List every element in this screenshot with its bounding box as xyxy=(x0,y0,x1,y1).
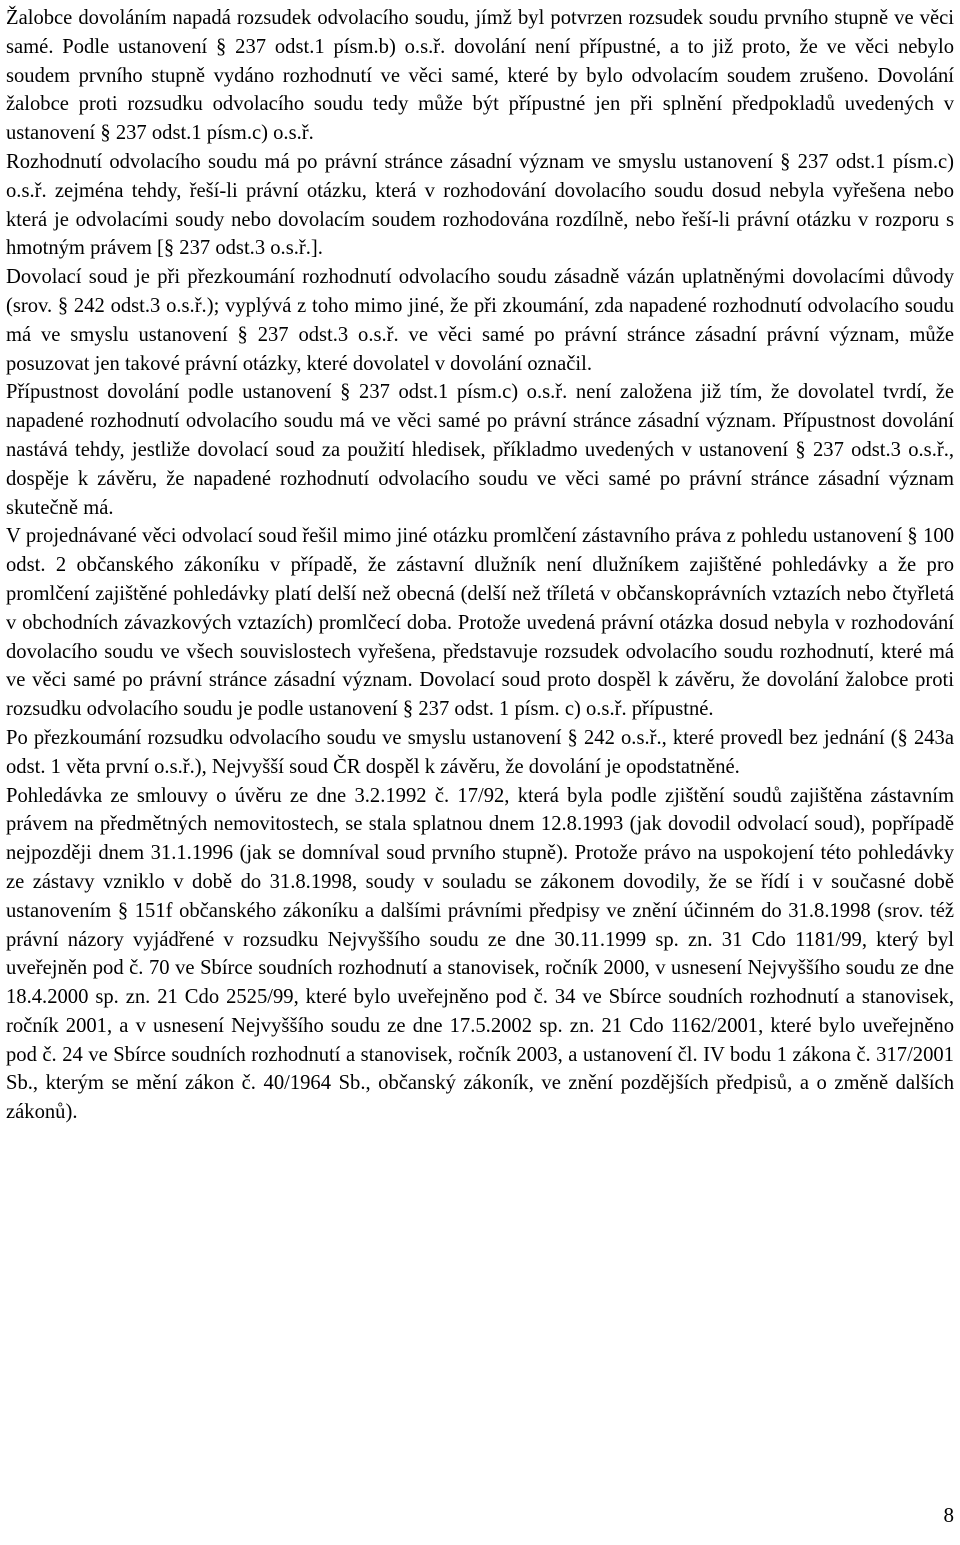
page-number: 8 xyxy=(943,1503,954,1527)
paragraph-fundamental-significance: Rozhodnutí odvolacího soudu má po právní stránce zásadní význam ve smyslu ustanovení § 237 odst.1 písm.c) o.s.ř. zejména tehdy, řeší-li právní otázku, která v rozhodování dovolacího soudu dosud nebyla vyřešena nebo která je odvolacími soudy nebo dovolacím soudem rozhodována rozdílně, nebo řeší-li právní otázku v rozporu s hmotným právem [§ 237 odst.3 o.s.ř.]. xyxy=(6,150,954,260)
paragraph-admissibility-conditions: Přípustnost dovolání podle ustanovení § 237 odst.1 písm.c) o.s.ř. není založena již tím, že dovolatel tvrdí, že napadené rozhodnutí odvolacího soudu má ve věci samé po právní stránce zásadní význam. Přípustnost dovolání nastává tehdy, jestliže dovolací soud za použití hledisek, příkladmo uvedených v ustanovení § 237 odst.3 o.s.ř., dospěje k závěru, že napadené rozhodnutí odvolacího soudu ve věci samé po právní stránce zásadní význam skutečně má. xyxy=(6,381,954,519)
paragraph-limitation-question: V projednávané věci odvolací soud řešil mimo jiné otázku promlčení zástavního práva z pohledu ustanovení § 100 odst. 2 občanského zákoníku v případě, že zástavní dlužník není dlužníkem zajištěné pohledávky a že pro promlčení zajištěné pohledávky platí delší než obecná (delší než tříletá v občanskoprávních vztazích nebo čtyřletá v obchodních závazkových vztazích) promlčecí doba. Protože uvedená právní otázka dosud nebyla v rozhodování dovolacího soudu ve všech souvislostech vyřešena, představuje rozsudek odvolacího soudu rozhodnutí, které má ve věci samé po právní stránce zásadní význam. Dovolací soud proto dospěl k závěru, že dovolání žalobce proti rozsudku odvolacího soudu je podle ustanovení § 237 odst. 1 písm. c) o.s.ř. přípustné. xyxy=(6,525,954,721)
document-body xyxy=(6,4,954,1127)
paragraph-review-conclusion: Po přezkoumání rozsudku odvolacího soudu ve smyslu ustanovení § 242 o.s.ř., které provedl bez jednání (§ 243a odst. 1 věta první o.s.ř.), Nejvyšší soud ČR dospěl k závěru, že dovolání je opodstatněné. xyxy=(6,726,954,778)
paragraph-review-scope: Dovolací soud je při přezkoumání rozhodnutí odvolacího soudu zásadně vázán uplatněnými dovolacími důvody (srov. § 242 odst.3 o.s.ř.); vyplývá z toho mimo jiné, že při zkoumání, zda napadené rozhodnutí odvolacího soudu má ve smyslu ustanovení § 237 odst.3 o.s.ř. ve věci samé po právní stránce zásadní právní význam, může posuzovat jen takové právní otázky, které dovolatel v dovolání označil. xyxy=(6,266,954,375)
paragraph-appeal-admissibility: Žalobce dovoláním napadá rozsudek odvolacího soudu, jímž byl potvrzen rozsudek soudu prvního stupně ve věci samé. Podle ustanovení § 237 odst.1 písm.b) o.s.ř. dovolání není přípustné, a to již proto, že ve věci nebylo soudem prvního stupně vydáno rozhodnutí ve věci samé, které by bylo odvolacím soudem zrušeno. Dovolání žalobce proti rozsudku odvolacího soudu tedy může být přípustné jen při splnění předpokladů uvedených v ustanovení § 237 odst.1 písm.c) o.s.ř. xyxy=(6,7,954,145)
paragraph-loan-claim: Pohledávka ze smlouvy o úvěru ze dne 3.2.1992 č. 17/92, která byla podle zjištění soudů zajištěna zástavním právem na předmětných nemovitostech, se stala splatnou dnem 12.8.1993 (jak dovodil odvolací soud), popřípadě nejpozději dnem 31.1.1996 (jak se domníval soud prvního stupně). Protože právo na uspokojení této pohledávky ze zástavy vzniklo v době do 31.8.1998, soudy v souladu se zákonem dovodily, že se řídí i v současné době ustanovením § 151f občanského zákoníku a dalšími právními předpisy ve znění účinném do 31.8.1998 (srov. též právní názory vyjádřené v rozsudku Nejvyššího soudu ze dne 30.11.1999 sp. zn. 31 Cdo 1181/99, který byl uveřejněn pod č. 70 ve Sbírce soudních rozhodnutí a stanovisek, ročník 2000, v usnesení Nejvyššího soudu ze dne 18.4.2000 sp. zn. 21 Cdo 2525/99, které bylo uveřejněno pod č. 34 ve Sbírce soudních rozhodnutí a stanovisek, ročník 2001, a v usnesení Nejvyššího soudu ze dne 17.5.2002 sp. zn. 21 Cdo 1162/2001, které bylo uveřejněno pod č. 24 ve Sbírce soudních rozhodnutí a stanovisek, ročník 2003, a ustanovení čl. IV bodu 1 zákona č. 317/2001 Sb., kterým se mění zákon č. 40/1964 Sb., občanský zákoník, ve znění pozdějších předpisů, a o změně dalších zákonů). xyxy=(6,784,954,1124)
